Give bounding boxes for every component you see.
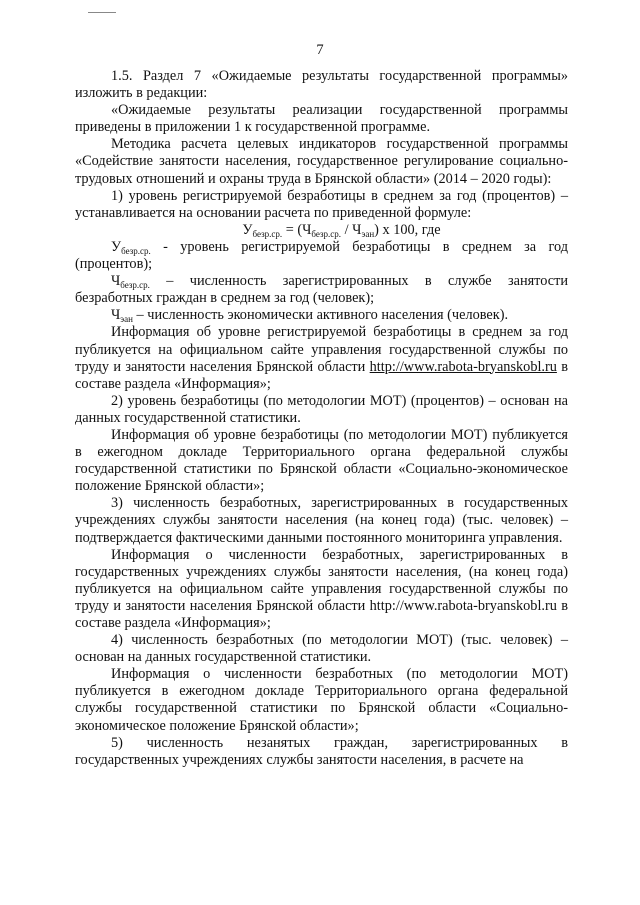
header-rule [88,12,116,13]
info-paragraph-1: Информация об уровне регистрируемой безработицы в среднем за год публикуется на официальном сайте управления государственной службы по труду и занятости населения Брянской области http://www.rabota-bryanskobl.ru в составе раздела «Информация»; [75,324,568,392]
page-number: 7 [316,42,324,58]
definition-unemployment-rate: $У_{безр.ср.}$ - уровень регистрируемой безработицы в среднем за год (процентов); [75,238,568,273]
info-paragraph-3: Информация о численности безработных, зарегистрированных в государственных учреждениях службы занятости населения, (на конец года) публикуется на официальном сайте управления государственной службы по труду и занятости населения Брянской области http://www.rabota-bryanskobl.ru в составе раздела «Информация»; [75,546,568,631]
indicator-4: 4) численность безработных (по методологии МОТ) (тыс. человек) – основан на данных государственной статистики. [75,632,568,666]
indicator-5: 5) численность незанятых граждан, зарегистрированных в государственных учреждениях службы занятости населения, в расчете на [75,734,568,768]
info-paragraph-2: Информация об уровне безработицы (по методологии МОТ) публикуется в ежегодном докладе Территориального органа федеральной службы государственной статистики по Брянской области «Социально-экономическое положение Брянской области»; [75,426,568,495]
indicator-2: 2) уровень безработицы (по методологии МОТ) (процентов) – основан на данных государственной статистики. [75,392,568,426]
definition-active-population: $Ч_{эан}$ – численность экономически активного населения (человек). [111,307,509,325]
quote-paragraph: «Ожидаемые результаты реализации государственной программы приведены в приложении 1 к государственной программе. [75,102,568,136]
section-intro: 1.5. Раздел 7 «Ожидаемые результаты государственной программы» изложить в редакции: [75,68,568,102]
info-paragraph-4: Информация о численности безработных (по методологии МОТ) публикуется в ежегодном докладе Территориального органа федеральной службы государственной статистики по Брянской области «Социально-экономическое положение Брянской области»; [75,666,568,734]
indicator-3: 3) численность безработных, зарегистрированных в государственных учреждениях службы занятости населения (на конец года) (тыс. человек) – подтверждается фактическими данными постоянного мониторинга управления. [75,495,568,546]
definition-unemployed-count: $Ч_{безр.ср.}$ – численность зарегистрированных в службе занятости безработных граждан в среднем за год (человек); [75,273,568,307]
rabota-link[interactable]: http://www.rabota-bryanskobl.ru [369,358,557,375]
document-body [75,68,568,769]
indicator-1: 1) уровень регистрируемой безработицы в среднем за год (процентов) – устанавливается на основании расчета по приведенной формуле: [75,187,568,221]
method-intro: Методика расчета целевых индикаторов государственной программы «Содействие занятости населения, государственное регулирование социально-трудовых отношений и охраны труда в Брянской области» (2014 – 2020 годы): [75,136,568,187]
formula: $У_{безр.ср.} = (Ч_{безр.ср.} / Ч_{эан})$ х 100, где [242,221,441,239]
